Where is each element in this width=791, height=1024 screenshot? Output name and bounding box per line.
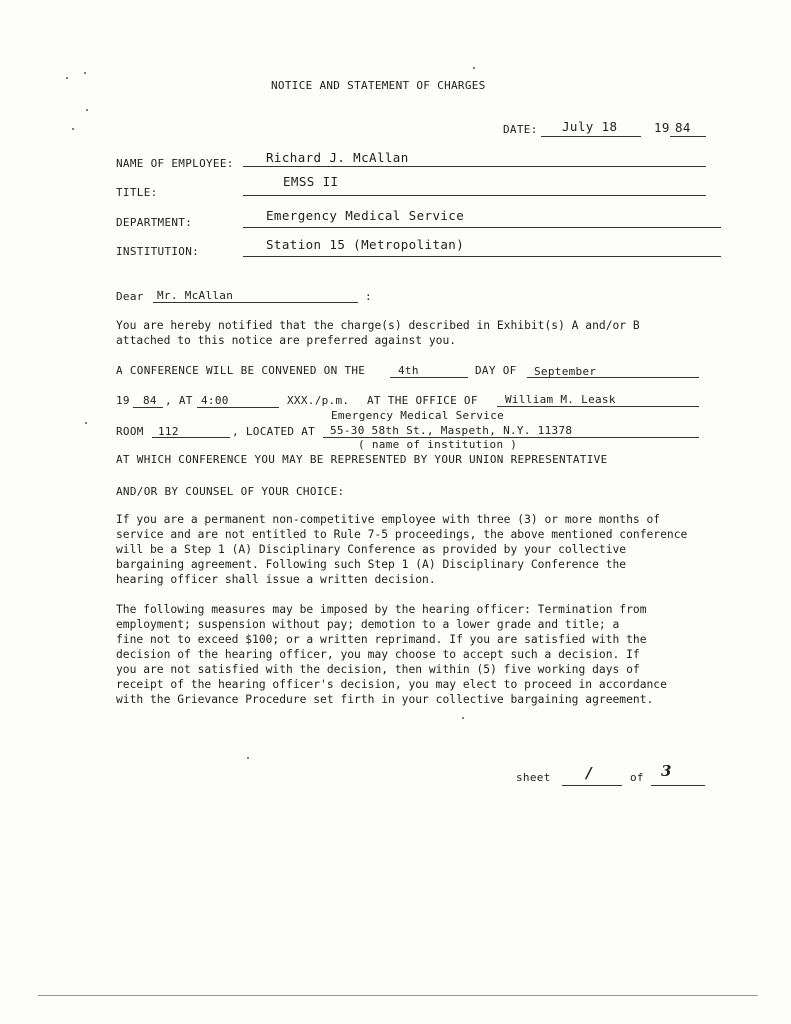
conference-institution-caption: ( name of institution ) [358,438,518,451]
salutation-colon: : [365,290,372,303]
title-underline [243,195,706,196]
scan-speck [462,717,464,719]
conference-time-value: 4:00 [201,394,229,407]
scan-speck [86,109,88,111]
paragraph-line: If you are a permanent non-competitive employee with three (3) or more months of [116,513,661,526]
paragraph-line: will be a Step 1 (A) Disciplinary Conference as provided by your collective [116,543,627,556]
conference-office-value: William M. Leask [505,393,616,406]
department-underline [243,227,721,228]
institution-value: Station 15 (Metropolitan) [266,237,465,252]
sheet-total-underline [651,785,705,786]
scan-speck [66,77,68,79]
salutation-underline [153,302,358,303]
paragraph-line: receipt of the hearing officer's decision, you may elect to proceed in accordance [116,678,667,691]
date-year-underline [670,136,706,137]
sheet-total: 3 [661,762,672,780]
paragraph-line: you are not satisfied with the decision, then within (5) five working days of [116,663,640,676]
conference-office-org: Emergency Medical Service [331,409,505,422]
paragraph-line: employment; suspension without pay; demotion to a lower grade and title; a [116,618,620,631]
department-value: Emergency Medical Service [266,208,465,223]
employee-underline [243,166,706,167]
title-value: EMSS II [283,174,339,189]
measures-paragraph [116,602,756,707]
conference-at-label: , AT [165,394,193,407]
scan-speck [473,67,475,69]
conference-room-underline [152,437,230,438]
sheet-current-underline [562,785,622,786]
conference-month-underline [527,377,699,378]
conference-month-value: September [534,365,597,378]
date-year-prefix: 19 [654,120,670,135]
notice-line: attached to this notice are preferred against you. [116,334,457,347]
paragraph-line: bargaining agreement. Following such Step 1 (A) Disciplinary Conference the [116,558,627,571]
document-title: NOTICE AND STATEMENT OF CHARGES [271,79,486,92]
conference-year-value: 84 [143,394,157,407]
scan-speck [85,422,87,424]
paragraph-line: fine not to exceed $100; or a written reprimand. If you are satisfied with the [116,633,647,646]
paragraph-line: decision of the hearing officer, you may choose to accept such a decision. If [116,648,640,661]
date-value: July 18 [562,119,618,134]
department-label: DEPARTMENT: [116,216,193,229]
date-label: DATE: [503,123,538,136]
conference-year-prefix: 19 [116,394,130,407]
notice-paragraph [116,318,756,348]
conference-representation-line: AT WHICH CONFERENCE YOU MAY BE REPRESENTED BY YOUR UNION REPRESENTATIVE [116,453,608,466]
conference-year-underline [133,407,163,408]
conference-day-of-label: DAY OF [475,364,517,377]
conference-ampm-label: XXX./p.m. [287,394,350,407]
salutation-name: Mr. McAllan [157,289,234,302]
date-underline [541,136,641,137]
employee-value: Richard J. McAllan [266,150,409,165]
conference-day-underline [390,377,468,378]
conference-counsel-line: AND/OR BY COUNSEL OF YOUR CHOICE: [116,485,345,498]
scan-speck [72,128,74,130]
sheet-label: sheet [516,771,551,784]
sheet-of-label: of [630,771,644,784]
conference-time-underline [197,407,279,408]
disciplinary-paragraph [116,512,756,587]
conference-room-value: 112 [158,425,179,438]
conference-address-value: 55-30 58th St., Maspeth, N.Y. 11378 [330,424,573,437]
paragraph-line: with the Grievance Procedure set firth in your collective bargaining agreement. [116,693,654,706]
sheet-current: / [586,764,592,782]
scan-edge-line [38,995,758,996]
salutation-prefix: Dear [116,290,144,303]
institution-underline [243,256,721,257]
notice-line: You are hereby notified that the charge(s) described in Exhibit(s) A and/or B [116,319,640,332]
conference-intro: A CONFERENCE WILL BE CONVENED ON THE [116,364,366,377]
conference-office-underline [497,406,699,407]
paragraph-line: service and are not entitled to Rule 7-5 proceedings, the above mentioned conference [116,528,688,541]
title-label: TITLE: [116,186,158,199]
date-year-value: 84 [675,120,691,135]
scan-speck [84,72,86,74]
paragraph-line: hearing officer shall issue a written decision. [116,573,436,586]
paragraph-line: The following measures may be imposed by the hearing officer: Termination from [116,603,647,616]
employee-label: NAME OF EMPLOYEE: [116,157,234,170]
conference-located-label: , LOCATED AT [232,425,316,438]
conference-office-label: AT THE OFFICE OF [367,394,478,407]
conference-room-label: ROOM [116,425,144,438]
scan-speck [247,757,249,759]
institution-label: INSTITUTION: [116,245,200,258]
conference-day-value: 4th [398,364,419,377]
